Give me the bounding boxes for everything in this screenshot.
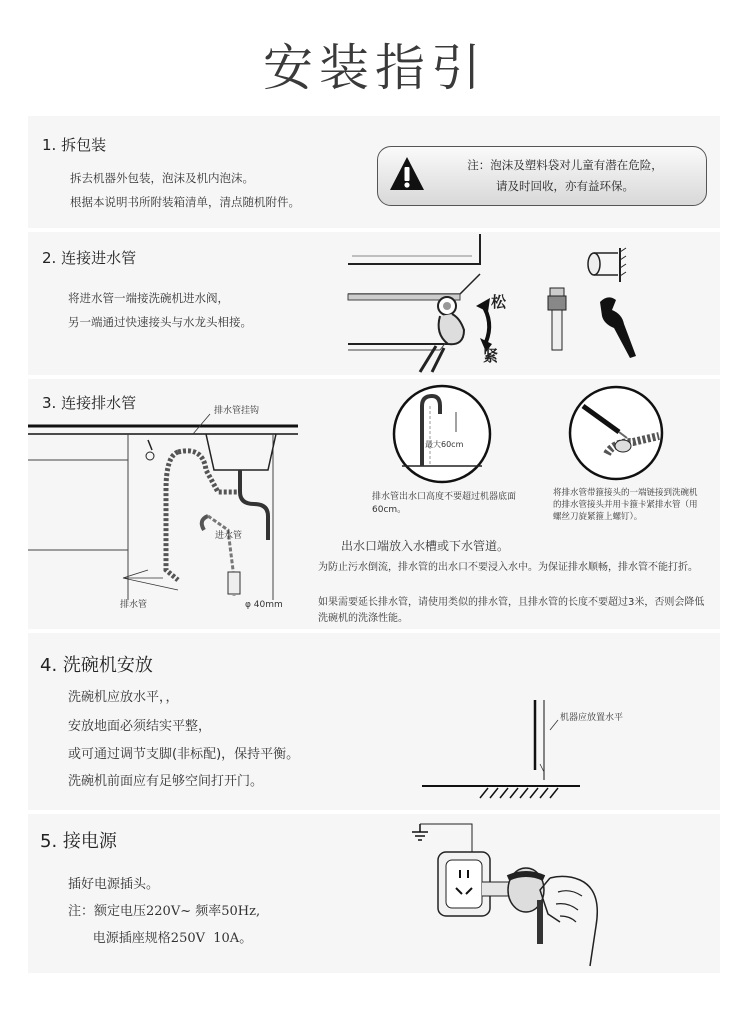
drain-installation-illustration xyxy=(28,400,328,620)
body-text: 拆去机器外包装，泡沫及机内泡沫。 xyxy=(70,171,254,185)
hose-clamp-circle xyxy=(561,384,671,482)
drain-height-caption: 排水管出水口高度不要超过机器底面60cm。 xyxy=(372,492,517,515)
drain-note-2: 如果需要延长排水管，请使用类似的排水管，且排水管的长度不要超过3米，否则会降低洗碗机的洗涤性能。 xyxy=(318,597,705,624)
hose-fitting-illustration xyxy=(540,246,650,362)
diameter-label: φ 40mm xyxy=(245,600,283,610)
section-heading: 1. 拆包装 xyxy=(42,136,107,154)
hose-clamp-caption: 将排水管带箍接头的一端链接到洗碗机的排水管接头并用卡箍卡紧排水管（用螺丝刀旋紧箍上螺钉）。 xyxy=(553,488,698,522)
warning-text: 注：泡沫及塑料袋对儿童有潜在危险， 请及时回收，亦有益环保。 xyxy=(467,158,663,193)
drain-height-circle xyxy=(392,384,492,484)
body-text: 安放地面必须结实平整， xyxy=(68,719,212,734)
drain-label: 排水管 xyxy=(120,600,148,610)
body-text: 另一端通过快速接头与水龙头相接。 xyxy=(68,315,252,329)
drain-note-1: 为防止污水倒流，排水管的出水口不要浸入水中。为保证排水顺畅，排水管不能打折。 xyxy=(318,562,698,573)
level-floor-illustration xyxy=(410,690,590,800)
warning-icon xyxy=(388,155,426,193)
power-plug-illustration xyxy=(390,818,630,968)
body-text: 或可通过调节支脚(非标配)，保持平衡。 xyxy=(68,747,300,762)
section-heading: 5. 接电源 xyxy=(40,831,117,852)
body-text: 洗碗机应放水平，， xyxy=(68,690,179,705)
drain-note-center: 出水口端放入水槽或下水管道。 xyxy=(341,539,510,553)
body-text: 电源插座规格250V 10A。 xyxy=(68,931,253,946)
level-label: 机器应放置水平 xyxy=(560,713,624,723)
hook-label: 排水管挂钩 xyxy=(214,406,260,416)
body-text: 注：额定电压220V~ 频率50Hz, xyxy=(68,904,261,919)
section-heading: 4. 洗碗机安放 xyxy=(40,655,153,676)
body-text: 根据本说明书所附装箱清单，清点随机附件。 xyxy=(70,195,300,209)
body-text: 将进水管一端接洗碗机进水阀， xyxy=(68,291,229,305)
page-title: 安装指引 xyxy=(263,39,487,97)
body-text: 洗碗机前面应有足够空间打开门。 xyxy=(68,774,264,789)
section-heading: 2. 连接进水管 xyxy=(42,249,137,267)
loosen-label: 松 xyxy=(491,293,507,311)
max-height-label: 最大60cm xyxy=(425,440,464,449)
section-heading: 3. 连接排水管 xyxy=(42,394,137,412)
body-text: 插好电源插头。 xyxy=(68,877,160,892)
warning-box xyxy=(377,146,707,206)
inlet-label: 进水管 xyxy=(215,531,243,541)
tighten-label: 紧 xyxy=(483,347,499,365)
